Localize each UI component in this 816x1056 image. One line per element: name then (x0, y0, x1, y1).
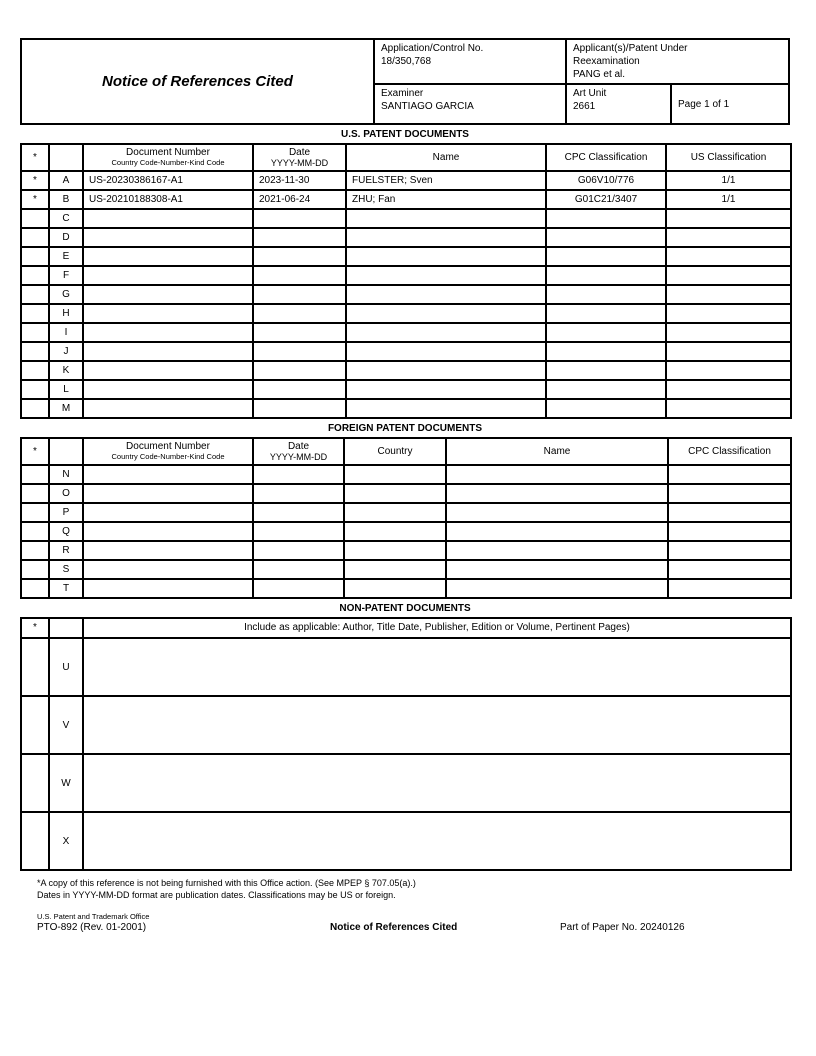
star-cell (21, 560, 49, 579)
letter-cell: I (49, 323, 83, 342)
doc-number-cell (83, 266, 253, 285)
doc-number-cell (83, 247, 253, 266)
table-row (21, 247, 791, 266)
header-row-bottom (375, 85, 788, 123)
table-row (21, 638, 791, 696)
date-cell (253, 247, 346, 266)
form-header-right (375, 40, 788, 123)
country-cell (344, 579, 446, 598)
star-cell (21, 304, 49, 323)
form-title: Notice of References Cited (102, 73, 293, 90)
name-cell: ZHU; Fan (346, 190, 546, 209)
doc-number-cell (83, 380, 253, 399)
table-row (21, 522, 791, 541)
applicant-label: Applicant(s)/Patent Under Reexamination (573, 43, 688, 67)
date-cell (253, 228, 346, 247)
examiner-cell (375, 85, 567, 123)
cpc-class-cell (546, 380, 666, 399)
doc-number-cell (83, 484, 253, 503)
doc-number-col-sublabel: Country Code-Number-Kind Code (111, 452, 225, 462)
cpc-class-cell (546, 342, 666, 361)
name-cell (346, 399, 546, 418)
uspto-office-line: U.S. Patent and Trademark Office (37, 912, 150, 922)
letter-cell: B (49, 190, 83, 209)
letter-cell: D (49, 228, 83, 247)
examiner-value: SANTIAGO GARCIA (381, 101, 474, 112)
letter-cell: T (49, 579, 83, 598)
us-class-cell (666, 228, 791, 247)
doc-number-cell (83, 399, 253, 418)
table-row (21, 560, 791, 579)
doc-number-cell: US-20210188308-A1 (83, 190, 253, 209)
date-cell (253, 361, 346, 380)
cpc-class-cell (546, 209, 666, 228)
table-row (21, 465, 791, 484)
us-class-cell (666, 266, 791, 285)
doc-number-cell (83, 541, 253, 560)
us-class-cell (666, 304, 791, 323)
us-class-cell (666, 323, 791, 342)
cpc-class-col-header: CPC Classification (668, 438, 791, 465)
include-instructions-header: Include as applicable: Author, Title Date, Publisher, Edition or Volume, Pertinent Pages) (83, 618, 791, 638)
name-col-header: Name (446, 438, 668, 465)
page-number-cell (672, 85, 788, 123)
doc-number-cell (83, 285, 253, 304)
cpc-class-cell (546, 228, 666, 247)
name-cell (446, 522, 668, 541)
cpc-class-cell: G06V10/776 (546, 171, 666, 190)
name-cell: FUELSTER; Sven (346, 171, 546, 190)
star-cell (21, 380, 49, 399)
footnote-copy-reference: *A copy of this reference is not being furnished with this Office action. (See MPEP § 707.05(a).) (37, 878, 416, 888)
date-col-sublabel: YYYY-MM-DD (269, 451, 328, 462)
date-cell (253, 522, 344, 541)
doc-number-col-label: Document Number (126, 441, 210, 453)
country-cell (344, 541, 446, 560)
doc-number-cell (83, 465, 253, 484)
application-number-label: Application/Control No. (381, 43, 484, 54)
us-class-cell (666, 209, 791, 228)
doc-number-cell (83, 323, 253, 342)
npl-text-cell (83, 638, 791, 696)
date-col-header (253, 144, 346, 171)
table-row (21, 171, 791, 190)
letter-cell: K (49, 361, 83, 380)
table-row (21, 484, 791, 503)
table-row (21, 380, 791, 399)
us-patents-section-title: U.S. PATENT DOCUMENTS (341, 129, 469, 140)
us-class-cell: 1/1 (666, 171, 791, 190)
form-title-cell (22, 40, 375, 123)
applicant-value: PANG et al. (573, 69, 626, 80)
doc-number-cell (83, 342, 253, 361)
star-cell (21, 503, 49, 522)
doc-number-cell (83, 304, 253, 323)
star-cell (21, 228, 49, 247)
letter-cell: E (49, 247, 83, 266)
table-row (21, 342, 791, 361)
letter-col-header (49, 618, 83, 638)
star-cell (21, 342, 49, 361)
date-col-label: Date (288, 146, 311, 158)
star-cell (21, 285, 49, 304)
letter-cell: M (49, 399, 83, 418)
name-cell (346, 342, 546, 361)
cpc-class-cell (546, 285, 666, 304)
table-row (21, 503, 791, 522)
date-cell (253, 503, 344, 522)
date-cell (253, 323, 346, 342)
date-cell (253, 209, 346, 228)
letter-cell: V (49, 696, 83, 754)
table-row (21, 399, 791, 418)
footnote-dates-format: Dates in YYYY-MM-DD format are publication dates. Classifications may be US or foreign. (37, 889, 396, 900)
doc-number-cell (83, 522, 253, 541)
letter-cell: X (49, 812, 83, 870)
part-of-paper-number: Part of Paper No. 20240126 (560, 922, 685, 934)
art-unit-value: 2661 (573, 101, 596, 112)
star-cell: * (21, 171, 49, 190)
name-cell (346, 304, 546, 323)
cpc-class-cell (668, 503, 791, 522)
npl-text-cell (83, 696, 791, 754)
name-cell (446, 560, 668, 579)
form-number: PTO-892 (Rev. 01-2001) (37, 922, 147, 934)
letter-col-header (49, 144, 83, 171)
table-row (21, 228, 791, 247)
us-class-cell (666, 361, 791, 380)
letter-cell: P (49, 503, 83, 522)
non-patent-section-title: NON-PATENT DOCUMENTS (339, 603, 471, 614)
cpc-class-cell (668, 579, 791, 598)
star-cell (21, 209, 49, 228)
us-patents-table (20, 143, 792, 419)
name-cell (446, 503, 668, 522)
table-row (21, 812, 791, 870)
date-cell (253, 380, 346, 399)
cpc-class-cell (668, 465, 791, 484)
us-class-cell (666, 342, 791, 361)
star-cell (21, 812, 49, 870)
us-class-cell: 1/1 (666, 190, 791, 209)
art-unit-cell (567, 85, 672, 123)
letter-cell: F (49, 266, 83, 285)
letter-cell: U (49, 638, 83, 696)
cpc-class-cell: G01C21/3407 (546, 190, 666, 209)
doc-number-col-header (83, 144, 253, 171)
table-row (21, 541, 791, 560)
cpc-class-cell (668, 541, 791, 560)
us-patents-header-row (21, 144, 791, 171)
star-cell (21, 247, 49, 266)
name-cell (346, 228, 546, 247)
name-cell (346, 247, 546, 266)
application-number-cell (375, 40, 567, 83)
table-row (21, 361, 791, 380)
cpc-class-cell (546, 247, 666, 266)
doc-number-col-sublabel: Country Code-Number-Kind Code (111, 158, 225, 168)
name-cell (446, 579, 668, 598)
doc-number-col-header (83, 438, 253, 465)
star-cell (21, 465, 49, 484)
doc-number-cell (83, 361, 253, 380)
star-cell (21, 323, 49, 342)
doc-number-cell (83, 503, 253, 522)
letter-cell: C (49, 209, 83, 228)
star-col-header: * (21, 438, 49, 465)
cpc-class-col-header: CPC Classification (546, 144, 666, 171)
us-class-cell (666, 247, 791, 266)
star-cell: * (21, 190, 49, 209)
star-cell (21, 754, 49, 812)
date-cell (253, 484, 344, 503)
art-unit-label: Art Unit (573, 88, 607, 99)
cpc-class-cell (668, 560, 791, 579)
cpc-class-cell (668, 484, 791, 503)
date-cell (253, 579, 344, 598)
table-row (21, 209, 791, 228)
country-cell (344, 484, 446, 503)
letter-cell: W (49, 754, 83, 812)
form-footer-line (20, 922, 790, 936)
country-cell (344, 560, 446, 579)
form-header-box (20, 38, 790, 125)
star-col-header: * (21, 144, 49, 171)
date-cell: 2023-11-30 (253, 171, 346, 190)
star-cell (21, 522, 49, 541)
name-cell (446, 541, 668, 560)
date-cell (253, 285, 346, 304)
date-col-sublabel: YYYY-MM-DD (270, 157, 329, 168)
date-cell (253, 266, 346, 285)
cpc-class-cell (668, 522, 791, 541)
letter-col-header (49, 438, 83, 465)
letter-cell: H (49, 304, 83, 323)
doc-number-cell (83, 579, 253, 598)
star-cell (21, 266, 49, 285)
cpc-class-cell (546, 266, 666, 285)
letter-cell: G (49, 285, 83, 304)
letter-cell: S (49, 560, 83, 579)
letter-cell: R (49, 541, 83, 560)
date-cell: 2021-06-24 (253, 190, 346, 209)
star-col-header: * (21, 618, 49, 638)
table-row (21, 754, 791, 812)
star-cell (21, 361, 49, 380)
star-cell (21, 638, 49, 696)
star-cell (21, 399, 49, 418)
application-number-value: 18/350,768 (381, 56, 432, 67)
date-cell (253, 399, 346, 418)
date-col-header (253, 438, 344, 465)
name-cell (346, 323, 546, 342)
doc-number-cell (83, 560, 253, 579)
letter-cell: A (49, 171, 83, 190)
non-patent-header-row (21, 618, 791, 638)
page-number-label: Page 1 of 1 (678, 98, 730, 110)
letter-cell: L (49, 380, 83, 399)
doc-number-col-label: Document Number (126, 147, 210, 159)
country-cell (344, 522, 446, 541)
doc-number-cell: US-20230386167-A1 (83, 171, 253, 190)
applicant-cell (567, 40, 788, 83)
name-cell (346, 380, 546, 399)
table-row (21, 323, 791, 342)
country-cell (344, 503, 446, 522)
country-cell (344, 465, 446, 484)
star-cell (21, 696, 49, 754)
country-col-header: Country (344, 438, 446, 465)
cpc-class-cell (546, 304, 666, 323)
table-row (21, 304, 791, 323)
table-row (21, 696, 791, 754)
footnotes (37, 878, 790, 901)
date-cell (253, 304, 346, 323)
foreign-patents-table (20, 437, 792, 599)
table-row (21, 266, 791, 285)
star-cell (21, 484, 49, 503)
date-cell (253, 465, 344, 484)
star-cell (21, 579, 49, 598)
date-cell (253, 342, 346, 361)
us-class-col-header: US Classification (666, 144, 791, 171)
name-cell (446, 465, 668, 484)
date-cell (253, 560, 344, 579)
cpc-class-cell (546, 361, 666, 380)
non-patent-table (20, 617, 792, 871)
npl-text-cell (83, 812, 791, 870)
us-class-cell (666, 380, 791, 399)
us-class-cell (666, 285, 791, 304)
name-cell (346, 266, 546, 285)
foreign-patents-section-title: FOREIGN PATENT DOCUMENTS (327, 423, 483, 434)
letter-cell: O (49, 484, 83, 503)
table-row (21, 190, 791, 209)
letter-cell: Q (49, 522, 83, 541)
date-cell (253, 541, 344, 560)
table-row (21, 285, 791, 304)
star-cell (21, 541, 49, 560)
letter-cell: N (49, 465, 83, 484)
us-class-cell (666, 399, 791, 418)
npl-text-cell (83, 754, 791, 812)
date-col-label: Date (287, 440, 310, 452)
doc-number-cell (83, 209, 253, 228)
name-cell (346, 285, 546, 304)
foreign-patents-header-row (21, 438, 791, 465)
examiner-label: Examiner (381, 88, 424, 99)
cpc-class-cell (546, 323, 666, 342)
header-row-top (375, 40, 788, 85)
letter-cell: J (49, 342, 83, 361)
footer-form-title: Notice of References Cited (330, 922, 458, 934)
doc-number-cell (83, 228, 253, 247)
cpc-class-cell (546, 399, 666, 418)
name-cell (446, 484, 668, 503)
table-row (21, 579, 791, 598)
name-col-header: Name (346, 144, 546, 171)
name-cell (346, 361, 546, 380)
name-cell (346, 209, 546, 228)
